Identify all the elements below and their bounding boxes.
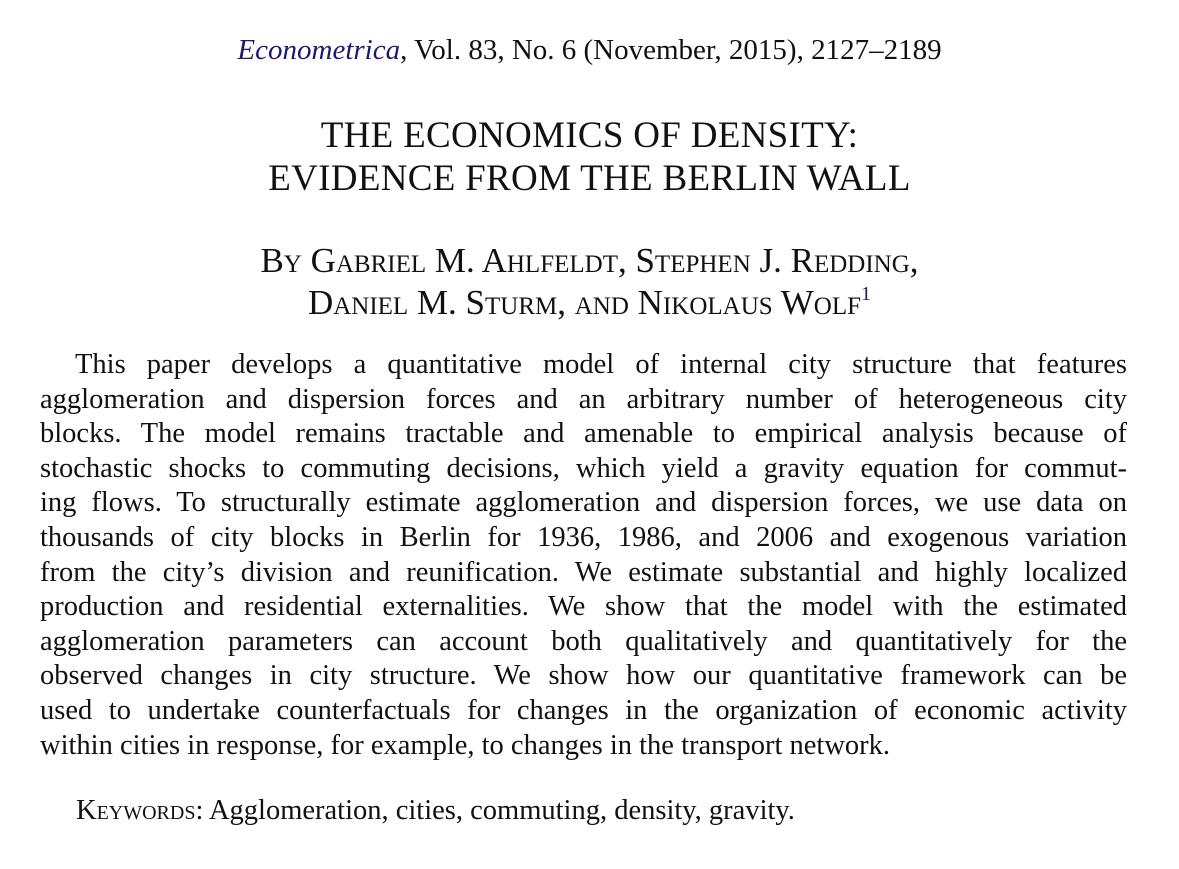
keywords-label: Keywords (76, 795, 196, 826)
authors-line-2 (0, 282, 1179, 324)
abstract-line: within cities in response, for example, to changes in the transport network. (40, 729, 891, 761)
abstract-line: thousands of city blocks in Berlin for 1936, 1986, and 2006 and exogenous variation (40, 521, 1127, 553)
abstract-line: production and residential externalities. We show that the model with the estimated (40, 591, 1127, 623)
abstract-line: from the city’s division and reunification. We estimate substantial and highly localized (40, 556, 1127, 588)
abstract-line: ing flows. To structurally estimate agglomeration and dispersion forces, we use data on (40, 487, 1127, 519)
title-line-1: THE ECONOMICS OF DENSITY: (320, 115, 859, 156)
abstract-line: blocks. The model remains tractable and amenable to empirical analysis because of (40, 418, 1127, 450)
citation-details: , Vol. 83, No. 6 (November, 2015), 2127–2189 (400, 34, 942, 66)
paper-title (0, 114, 1179, 200)
title-line-2: EVIDENCE FROM THE BERLIN WALL (268, 158, 911, 199)
journal-citation (0, 30, 1179, 70)
abstract-line: observed changes in city structure. We show how our quantitative framework can be (40, 660, 1127, 692)
abstract-line: agglomeration parameters can account both qualitatively and quantitatively for the (40, 625, 1127, 657)
authors-line-1: By Gabriel M. Ahlfeldt, Stephen J. Redding, (260, 241, 919, 280)
abstract-line: used to undertake counterfactuals for changes in the organization of economic activity (40, 694, 1127, 726)
abstract-line: agglomeration and dispersion forces and an arbitrary number of heterogeneous city (40, 383, 1127, 415)
keywords-text: : Agglomeration, cities, commuting, density, gravity. (195, 795, 795, 826)
author-list (0, 240, 1179, 324)
authors-line-2-text: Daniel M. Sturm, and Nikolaus Wolf (307, 283, 862, 322)
abstract-line: stochastic shocks to commuting decisions, which yield a gravity equation for commut- (40, 452, 1127, 484)
abstract-line: This paper develops a quantitative model of internal city structure that features (75, 349, 1127, 380)
keywords (76, 793, 795, 829)
author-footnote-link[interactable]: 1 (861, 283, 872, 305)
abstract (40, 348, 1127, 763)
journal-name-link[interactable]: Econometrica (237, 34, 401, 66)
